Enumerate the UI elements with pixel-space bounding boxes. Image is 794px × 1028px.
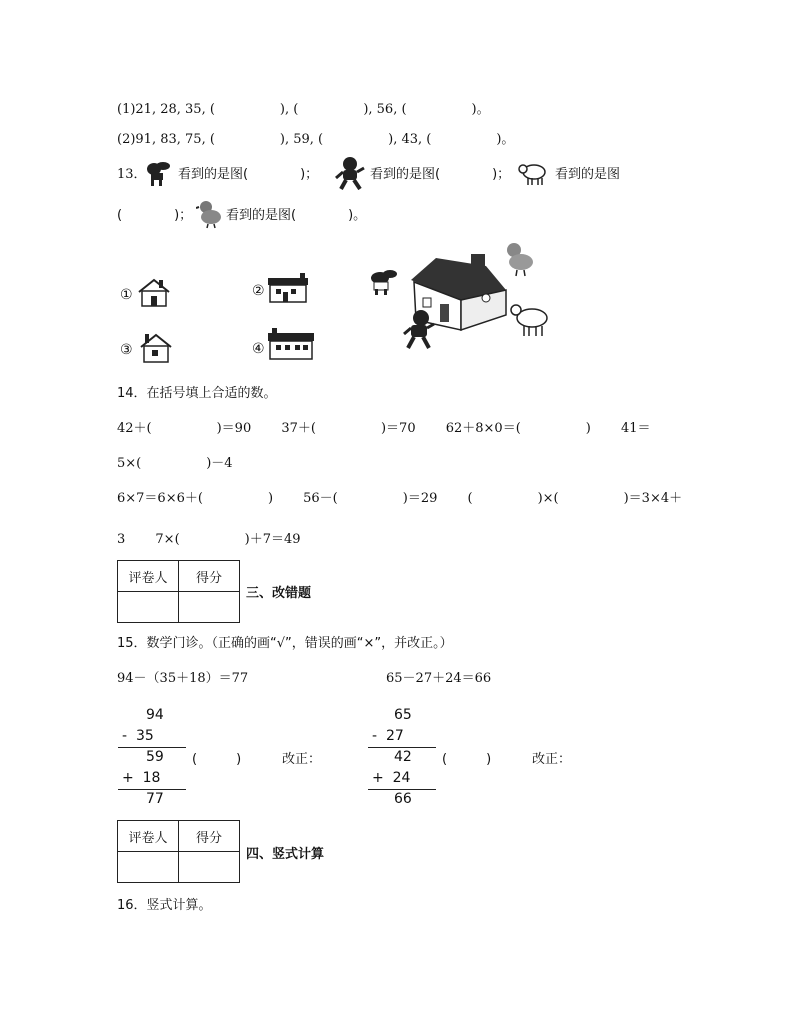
dog-icon xyxy=(145,160,177,188)
boy-icon xyxy=(333,156,367,190)
calc2-line4: + 24 xyxy=(372,770,411,786)
q14-row3: 6×7＝6×6＋( ) 56－( )＝29 ( )×( )＝3×4＋ xyxy=(117,491,683,506)
q16-title: 16．竖式计算。 xyxy=(117,898,212,913)
chick-icon xyxy=(196,199,224,229)
grader-header: 评卷人 xyxy=(118,821,179,852)
q13-part2: 看到的是图( )； xyxy=(370,167,511,182)
q15-equation-1: 94－（35＋18）＝77 xyxy=(117,671,249,686)
q15-fix-label-2: 改正： xyxy=(532,752,572,767)
q12-line1: (1)21, 28, 35, ( ), ( ), 56, ( )。 xyxy=(117,102,490,117)
house-view-2-icon xyxy=(266,272,310,304)
q12-line2: (2)91, 83, 75, ( ), 59, ( ), 43, ( )。 xyxy=(117,132,515,147)
house-scene-icon xyxy=(366,240,556,352)
score-table-section3 xyxy=(117,560,240,623)
house-view-1-icon xyxy=(136,276,172,308)
calc2-line2: - 27 xyxy=(372,728,404,744)
section3-title: 三、改错题 xyxy=(246,586,312,601)
vertical-calc-2 xyxy=(368,705,438,810)
option-4-label: ④ xyxy=(252,341,265,357)
grader-header: 评卷人 xyxy=(118,561,179,592)
q13-part5: 看到的是图( )。 xyxy=(226,208,367,223)
sheep-icon xyxy=(517,162,551,186)
score-header: 得分 xyxy=(179,821,240,852)
calc1-line4: + 18 xyxy=(122,770,161,786)
q13-part1: 看到的是图( )； xyxy=(178,167,319,182)
calc2-line3: 42 xyxy=(394,749,412,765)
q14-title: 14．在括号填上合适的数。 xyxy=(117,386,277,401)
score-table-section4 xyxy=(117,820,240,883)
score-cell[interactable] xyxy=(179,852,240,883)
calc1-line3: 59 xyxy=(146,749,164,765)
house-view-3-icon xyxy=(138,330,174,364)
q13-part4: ( )； xyxy=(117,208,193,223)
option-3-label: ③ xyxy=(120,342,133,358)
q14-row2: 5×( )－4 xyxy=(117,456,233,471)
calc1-line1: 94 xyxy=(146,707,164,723)
calc2-line5: 66 xyxy=(394,791,412,807)
q15-answer-paren-1[interactable]: ( ) xyxy=(192,752,242,767)
score-cell[interactable] xyxy=(179,592,240,623)
q15-title: 15．数学门诊。（正确的画“√”，错误的画“×”，并改正。） xyxy=(117,636,453,651)
q15-equation-2: 65－27＋24＝66 xyxy=(386,671,492,686)
vertical-calc-1 xyxy=(118,705,188,810)
option-2-label: ② xyxy=(252,283,265,299)
calc2-line1: 65 xyxy=(394,707,412,723)
option-1-label: ① xyxy=(120,287,133,303)
grader-cell[interactable] xyxy=(118,592,179,623)
section4-title: 四、竖式计算 xyxy=(246,847,325,862)
q14-row1: 42＋( )＝90 37＋( )＝70 62＋8×0＝( ) 41＝ xyxy=(117,421,651,436)
q14-row4: 3 7×( )＋7＝49 xyxy=(117,532,301,547)
q15-answer-paren-2[interactable]: ( ) xyxy=(442,752,492,767)
calc1-line5: 77 xyxy=(146,791,164,807)
q13-number: 13． xyxy=(117,167,147,182)
q13-part3: 看到的是图 xyxy=(555,167,621,182)
grader-cell[interactable] xyxy=(118,852,179,883)
house-view-4-icon xyxy=(266,327,316,361)
score-header: 得分 xyxy=(179,561,240,592)
calc1-line2: - 35 xyxy=(122,728,154,744)
q15-fix-label-1: 改正： xyxy=(282,752,322,767)
